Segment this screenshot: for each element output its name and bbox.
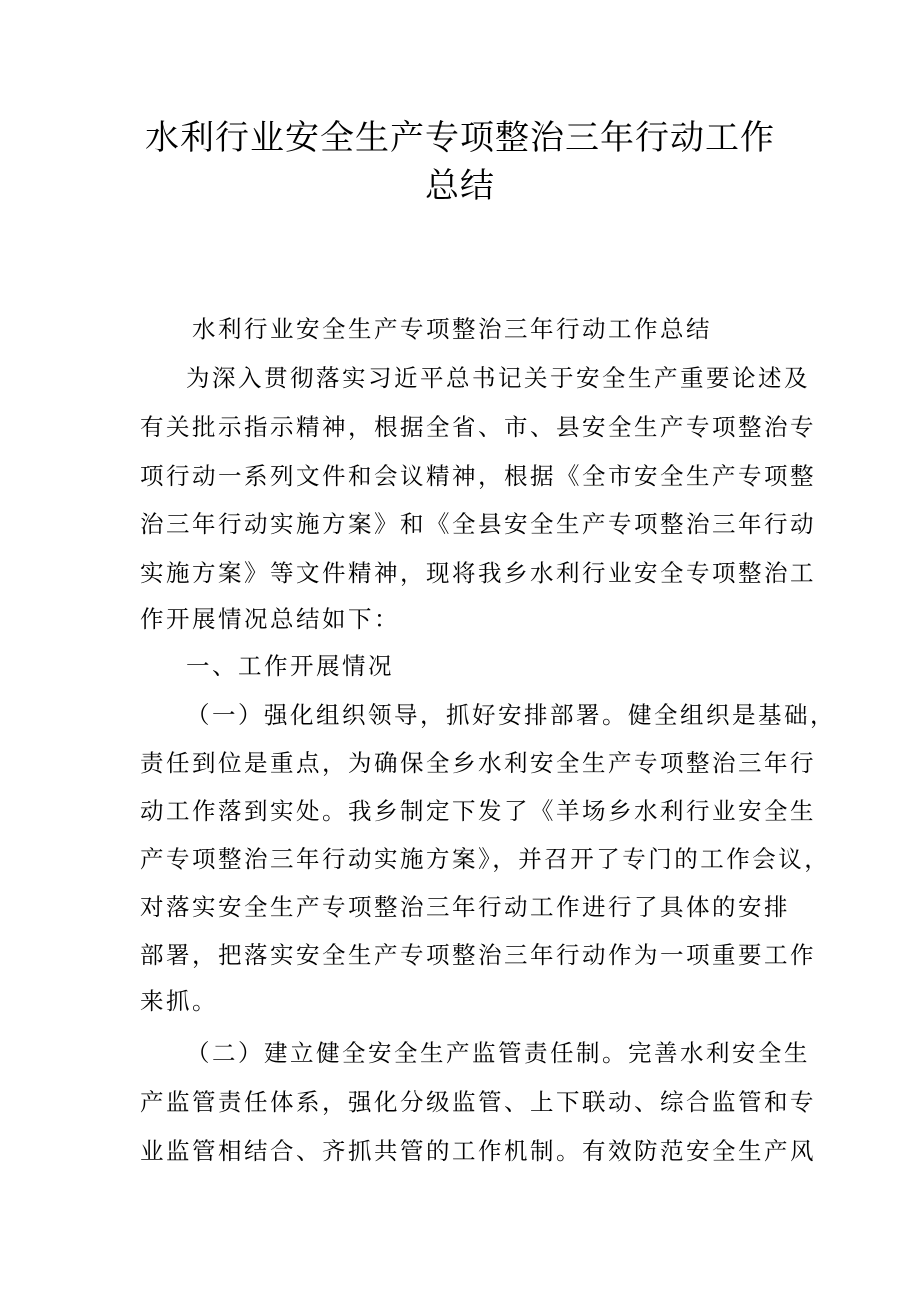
body-line: 有关批示指示精神，根据全省、市、县安全生产专项整治专: [140, 413, 816, 441]
body-line: 部署，把落实安全生产专项整治三年行动作为一项重要工作: [140, 941, 816, 969]
document-subtitle: 水利行业安全生产专项整治三年行动工作总结: [192, 315, 712, 343]
body-line: 为深入贯彻落实习近平总书记关于安全生产重要论述及: [186, 364, 810, 392]
section-heading: 一、工作开展情况: [186, 652, 394, 680]
body-line: 对落实安全生产专项整治三年行动工作进行了具体的安排: [140, 893, 790, 921]
body-line: （一）强化组织领导，抓好安排部署。健全组织是基础，: [186, 701, 836, 729]
body-line: 项行动一系列文件和会议精神，根据《全市安全生产专项整: [140, 462, 816, 490]
body-line: （二）建立健全安全生产监管责任制。完善水利安全生: [186, 1039, 810, 1067]
body-line: 作开展情况总结如下：: [140, 605, 400, 633]
body-line: 动工作落到实处。我乡制定下发了《羊场乡水利行业安全生: [140, 797, 816, 825]
document-title-line-1: 水利行业安全生产专项整治三年行动工作: [145, 118, 775, 158]
document-title-line-2: 总结: [425, 166, 495, 206]
body-line: 业监管相结合、齐抓共管的工作机制。有效防范安全生产风: [140, 1137, 816, 1165]
body-line: 产专项整治三年行动实施方案》，并召开了专门的工作会议，: [140, 845, 831, 873]
body-line: 产监管责任体系，强化分级监管、上下联动、综合监管和专: [140, 1088, 816, 1116]
body-line: 治三年行动实施方案》和《全县安全生产专项整治三年行动: [140, 510, 816, 538]
body-line: 来抓。: [140, 987, 218, 1015]
body-line: 实施方案》等文件精神，现将我乡水利行业安全专项整治工: [140, 559, 816, 587]
body-line: 责任到位是重点，为确保全乡水利安全生产专项整治三年行: [140, 749, 816, 777]
